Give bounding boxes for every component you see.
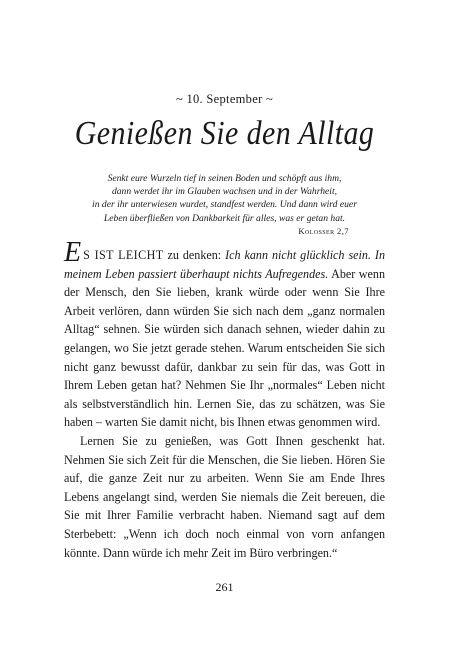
- paragraph-1-lead: zu denken:: [163, 248, 226, 262]
- page-title: Genießen Sie den Alltag: [74, 115, 375, 152]
- paragraph-1-rest: Aber wenn der Mensch, den Sie lieben, krank würde oder wenn Sie Ihre Arbeit verlören, dann würden Sie sich nach dem „ganz normalen Alltag“ sehnen. Sie würden sich danach sehnen, wieder dahin zu gelangen, wo Sie jetzt gerade stehen. Warum entscheiden Sie sich nicht ganz bewusst dafür, dankbar zu sein für das, was Gott in Ihrem Leben getan hat? Nehmen Sie Ihr „normales“ Leben nicht als selbstverständlich hin. Lernen Sie, das zu schätzen, was Sie haben – warten Sie damit nicht, bis Ihnen etwas genommen wird.: [64, 266, 385, 430]
- paragraph-2: Lernen Sie zu genießen, was Gott Ihnen geschenkt hat. Nehmen Sie sich Zeit für die Menschen, die Sie lieben. Hören Sie auf, die ganze Zeit nur zu arbeiten. Wenn Sie am Ende Ihres Lebens angelangt sind, werden Sie niemals die Zeit bereuen, die Sie mit Ihrer Familie verbracht haben. Niemand sagt auf dem Sterbebett: „Wenn ich doch noch einmal von vorn anfangen könnte. Dann würde ich mehr Zeit im Büro verbringen.“: [64, 433, 385, 560]
- paragraph-1: [64, 237, 385, 432]
- bible-verse: [40, 172, 409, 225]
- opening-caps: S IST LEICHT: [83, 248, 164, 262]
- date-heading: ~ 10. September ~: [175, 92, 274, 106]
- verse-line: Leben überfließen von Dankbarkeit für alles, was er getan hat.: [103, 212, 346, 224]
- paragraph-1-quote: Ich kann nicht glücklich sein. In meinem Leben passiert überhaupt nichts Aufregendes.: [64, 248, 385, 281]
- devotional-text: [64, 237, 385, 562]
- verse-reference: Kolosser 2,7: [298, 226, 349, 236]
- verse-line: Senkt eure Wurzeln tief in seinen Boden und schöpft aus ihm,: [107, 173, 342, 184]
- drop-letter: E: [64, 237, 82, 268]
- page-number: 261: [215, 580, 234, 594]
- verse-line: dann werdet ihr im Glauben wachsen und in der Wahrheit,: [111, 186, 338, 198]
- verse-line: in der ihr unterwiesen wurdet, standfest werden. Und dann wird euer: [92, 199, 357, 211]
